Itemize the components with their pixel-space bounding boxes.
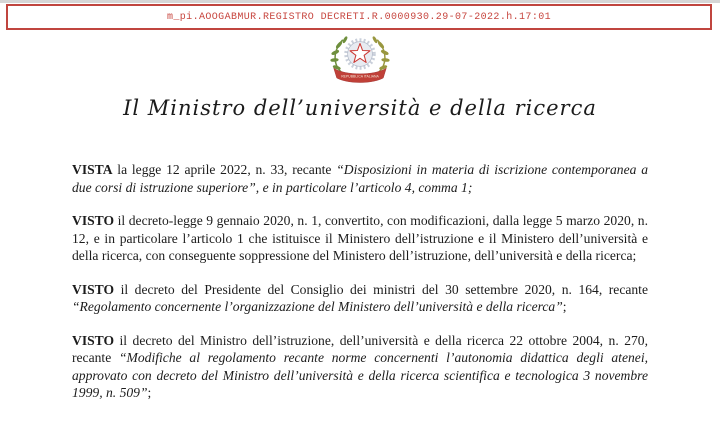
window-top-edge — [0, 0, 720, 3]
paragraph-quoted-title: “Disposizioni in materia di iscrizione contemporanea a due corsi di istruzione superiore”, e in particolare l’articolo 4, comma 1; — [72, 162, 648, 195]
paragraph-quoted-title: “Regolamento concernente l’organizzazione del Ministero dell’università e della ricerca” — [72, 299, 563, 314]
paragraph-lead-word: VISTO — [72, 213, 115, 228]
paragraph-visto-dm-270-2004 — [72, 332, 648, 402]
decree-body — [72, 161, 648, 418]
paragraph-lead-word: VISTO — [72, 281, 115, 297]
ministry-title: Il Ministro dell’università e della ricerca — [123, 96, 597, 120]
italian-republic-emblem-icon — [320, 33, 400, 87]
paragraph-visto-dl-1-2020 — [72, 212, 648, 265]
paragraph-lead-word: VISTO — [72, 332, 115, 348]
paragraph-quoted-title: “Modifiche al regolamento recante norme concernenti l’autonomia didattica degli atenei, approvato con decreto del Ministro dell’università e della ricerca scientifica e tecnologica 3 novembre 1999, n. 509” — [72, 350, 648, 400]
ribbon-text: REPUBBLICA ITALIANA — [341, 74, 379, 79]
paragraph-lead-word: VISTA — [72, 162, 113, 177]
emblem-svg — [320, 33, 400, 87]
paragraph-tail: ; — [562, 299, 567, 314]
protocol-stamp-box — [6, 4, 712, 30]
ribbon-banner — [334, 68, 387, 82]
paragraph-text: la legge 12 aprile 2022, n. 33, recante — [112, 162, 337, 177]
paragraph-visto-dpcm-164-2020 — [72, 281, 648, 316]
paragraph-text: il decreto del Ministro dell’istruzione, dell’università e della ricerca 22 ottobre 2004, n. 270, recante — [72, 332, 648, 365]
paragraph-vista-legge-33-2022 — [72, 161, 648, 196]
paragraph-text: il decreto-legge 9 gennaio 2020, n. 1, convertito, con modificazioni, dalla legge 5 marzo 2020, n. 12, e in particolare l’articolo 1 che istituisce il Ministero dell’istruzione e il Ministero dell’università e della ricerca, con conseguente soppressione del Ministero dell’istruzione, dell’università e della ricerca; — [72, 213, 648, 263]
paragraph-tail: ; — [147, 385, 152, 400]
protocol-stamp-text: m_pi.AOOGABMUR.REGISTRO DECRETI.R.0000930.29-07-2022.h.17:01 — [166, 11, 552, 23]
paragraph-text: il decreto del Presidente del Consiglio dei ministri del 30 settembre 2020, n. 164, recante — [114, 281, 648, 297]
